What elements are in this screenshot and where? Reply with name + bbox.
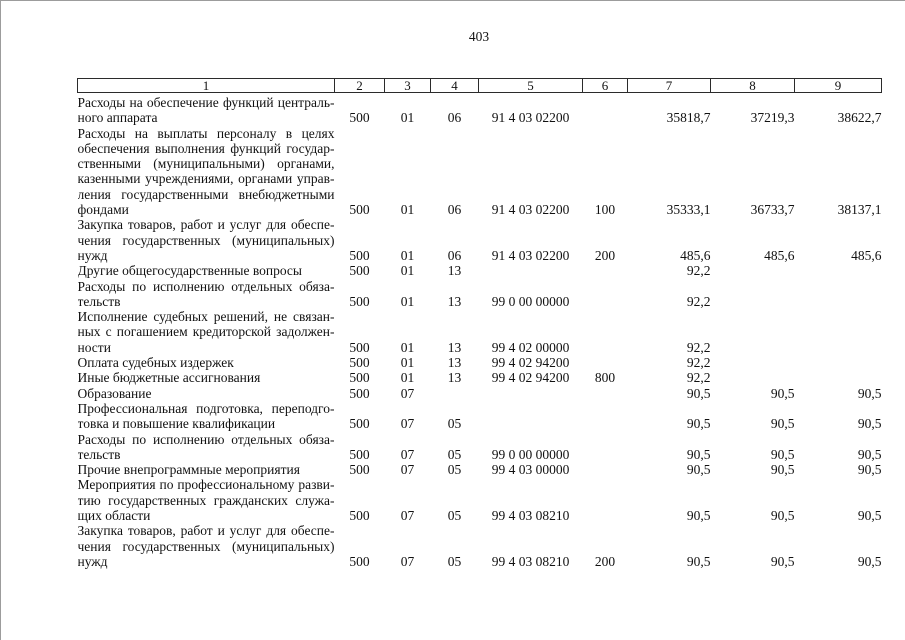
value-cell xyxy=(711,370,795,385)
value-cell: 500 xyxy=(349,416,370,432)
value-cell: 485,6 xyxy=(764,247,795,263)
row-name-line: обеспечения выполнения функций государ- xyxy=(77,140,335,156)
value-cell: 485,6 xyxy=(851,247,882,263)
table-row xyxy=(78,93,882,126)
table-header-cell: 3 xyxy=(385,79,431,93)
value-cell: 99 4 03 00000 xyxy=(491,462,570,478)
row-name-line: Закупка товаров, работ и услуг для обеспе- xyxy=(77,217,335,233)
table-header-cell: 5 xyxy=(479,79,583,93)
value-cell: 500 xyxy=(349,263,370,279)
value-cell: 01 xyxy=(400,202,415,218)
value-cell: 01 xyxy=(400,339,415,355)
value-cell: 90,5 xyxy=(686,462,711,478)
value-cell xyxy=(795,309,882,355)
value-cell xyxy=(711,309,795,355)
row-name-line: ления государственными внебюджетными xyxy=(77,186,335,202)
value-cell xyxy=(583,401,628,432)
row-name-cell xyxy=(78,93,335,126)
value-cell: 500 xyxy=(349,247,370,263)
value-cell: 13 xyxy=(447,339,462,355)
value-cell: 99 4 03 08210 xyxy=(491,508,570,524)
value-cell: 05 xyxy=(447,508,462,524)
value-cell: 485,6 xyxy=(680,247,711,263)
row-name-line: ного аппарата xyxy=(77,110,158,126)
value-cell: 500 xyxy=(349,202,370,218)
value-cell xyxy=(583,432,628,463)
value-cell: 90,5 xyxy=(686,416,711,432)
row-name-line: чения государственных (муниципальных) xyxy=(77,538,335,554)
table-header-cell: 9 xyxy=(795,79,882,93)
value-cell: 37219,3 xyxy=(750,110,795,126)
value-cell: 500 xyxy=(349,293,370,309)
value-cell: 99 0 00 00000 xyxy=(491,446,570,462)
row-name-line: Образование xyxy=(77,385,152,401)
table-row xyxy=(78,477,882,523)
value-cell: 500 xyxy=(349,446,370,462)
value-cell xyxy=(431,386,479,401)
table-header-cell: 8 xyxy=(711,79,795,93)
value-cell: 90,5 xyxy=(770,446,795,462)
value-cell: 07 xyxy=(400,385,415,401)
value-cell: 05 xyxy=(447,416,462,432)
value-cell: 90,5 xyxy=(686,508,711,524)
table-header-cell: 1 xyxy=(78,79,335,93)
value-cell: 500 xyxy=(349,355,370,371)
value-cell xyxy=(583,462,628,477)
value-cell: 99 4 03 08210 xyxy=(491,553,570,569)
table-row xyxy=(78,126,882,218)
row-name-line: казенными учреждениями, органами управ- xyxy=(77,171,335,187)
table-row xyxy=(78,279,882,310)
row-name-line: тельств xyxy=(77,293,121,309)
value-cell: 99 4 02 94200 xyxy=(491,370,570,386)
value-cell: 07 xyxy=(400,553,415,569)
table-header-row xyxy=(78,79,882,93)
row-name-cell xyxy=(78,432,335,463)
value-cell: 13 xyxy=(447,263,462,279)
value-cell: 92,2 xyxy=(686,355,711,371)
value-cell: 500 xyxy=(349,508,370,524)
row-name-line: нужд xyxy=(77,553,108,569)
value-cell: 91 4 03 02200 xyxy=(491,247,570,263)
value-cell: 07 xyxy=(400,416,415,432)
value-cell: 90,5 xyxy=(770,553,795,569)
row-name-line: Оплата судебных издержек xyxy=(77,355,234,371)
value-cell: 92,2 xyxy=(686,339,711,355)
value-cell xyxy=(479,401,583,432)
value-cell xyxy=(711,279,795,310)
value-cell: 13 xyxy=(447,370,462,386)
value-cell: 90,5 xyxy=(857,416,882,432)
row-name-line: Исполнение судебных решений, не связан- xyxy=(77,309,335,325)
value-cell: 01 xyxy=(400,110,415,126)
value-cell: 500 xyxy=(349,385,370,401)
table-row xyxy=(78,432,882,463)
value-cell: 35333,1 xyxy=(666,202,711,218)
value-cell: 35818,7 xyxy=(666,110,711,126)
row-name-line: Профессиональная подготовка, переподго- xyxy=(77,400,335,416)
page-number: 403 xyxy=(468,29,490,44)
row-name-line: Расходы по исполнению отдельных обяза- xyxy=(77,278,335,294)
row-name-line: нужд xyxy=(77,247,108,263)
row-name-line: Расходы на обеспечение функций централь- xyxy=(77,95,335,110)
table-row xyxy=(78,309,882,355)
table-body xyxy=(78,93,882,570)
table-header-cell: 2 xyxy=(335,79,385,93)
value-cell: 91 4 03 02200 xyxy=(491,110,570,126)
row-name-cell xyxy=(78,126,335,218)
row-name-line: ственными (муниципальными) органами, xyxy=(77,156,335,172)
value-cell: 01 xyxy=(400,293,415,309)
value-cell: 90,5 xyxy=(686,385,711,401)
value-cell: 200 xyxy=(594,553,616,569)
row-name-cell xyxy=(78,462,335,477)
value-cell: 92,2 xyxy=(686,263,711,279)
value-cell: 05 xyxy=(447,446,462,462)
row-name-cell xyxy=(78,401,335,432)
row-name-line: Иные бюджетные ассигнования xyxy=(77,370,261,386)
table-row xyxy=(78,462,882,477)
value-cell: 90,5 xyxy=(770,385,795,401)
value-cell: 90,5 xyxy=(686,553,711,569)
table-row xyxy=(78,355,882,370)
row-name-cell xyxy=(78,263,335,278)
value-cell: 07 xyxy=(400,462,415,478)
value-cell: 90,5 xyxy=(770,508,795,524)
row-name-line: товка и повышение квалификации xyxy=(77,416,276,432)
value-cell: 90,5 xyxy=(857,385,882,401)
row-name-line: тию государственных гражданских служа- xyxy=(77,492,335,508)
row-name-line: ных с погашением кредиторской задолжен- xyxy=(77,324,335,340)
value-cell: 06 xyxy=(447,202,462,218)
row-name-cell xyxy=(78,217,335,263)
value-cell xyxy=(583,279,628,310)
row-name-line: Мероприятия по профессиональному разви- xyxy=(77,477,335,493)
value-cell: 100 xyxy=(594,202,616,218)
value-cell: 500 xyxy=(349,462,370,478)
value-cell: 90,5 xyxy=(686,446,711,462)
value-cell xyxy=(583,386,628,401)
row-name-cell xyxy=(78,523,335,569)
value-cell: 36733,7 xyxy=(750,202,795,218)
value-cell: 200 xyxy=(594,247,616,263)
value-cell xyxy=(795,355,882,370)
value-cell: 13 xyxy=(447,293,462,309)
value-cell: 38622,7 xyxy=(837,110,882,126)
row-name-line: ности xyxy=(77,339,111,355)
value-cell: 90,5 xyxy=(857,446,882,462)
table-header-cell: 4 xyxy=(431,79,479,93)
value-cell: 06 xyxy=(447,110,462,126)
row-name-line: тельств xyxy=(77,446,121,462)
value-cell: 500 xyxy=(349,370,370,386)
row-name-line: Другие общегосударственные вопросы xyxy=(77,263,302,279)
value-cell: 01 xyxy=(400,355,415,371)
row-name-line: Прочие внепрограммные мероприятия xyxy=(77,462,300,478)
row-name-line: чения государственных (муниципальных) xyxy=(77,232,335,248)
row-name-line: фондами xyxy=(77,202,129,218)
value-cell xyxy=(711,263,795,278)
table-row xyxy=(78,263,882,278)
table-row xyxy=(78,401,882,432)
value-cell xyxy=(583,309,628,355)
value-cell: 90,5 xyxy=(770,462,795,478)
table-row xyxy=(78,523,882,569)
value-cell xyxy=(795,279,882,310)
value-cell: 500 xyxy=(349,110,370,126)
table-header-cell: 7 xyxy=(628,79,711,93)
value-cell: 800 xyxy=(594,370,616,386)
value-cell: 90,5 xyxy=(857,553,882,569)
value-cell: 01 xyxy=(400,247,415,263)
value-cell xyxy=(583,355,628,370)
value-cell xyxy=(795,263,882,278)
value-cell: 91 4 03 02200 xyxy=(491,202,570,218)
value-cell xyxy=(583,263,628,278)
row-name-line: Закупка товаров, работ и услуг для обеспе- xyxy=(77,523,335,539)
row-name-cell xyxy=(78,386,335,401)
value-cell: 07 xyxy=(400,508,415,524)
value-cell: 01 xyxy=(400,370,415,386)
value-cell: 13 xyxy=(447,355,462,371)
row-name-cell xyxy=(78,370,335,385)
value-cell xyxy=(795,370,882,385)
value-cell: 500 xyxy=(349,553,370,569)
value-cell: 38137,1 xyxy=(837,202,882,218)
row-name-line: щих области xyxy=(77,508,151,524)
row-name-line: Расходы по исполнению отдельных обяза- xyxy=(77,431,335,447)
value-cell: 92,2 xyxy=(686,293,711,309)
table-row xyxy=(78,370,882,385)
value-cell: 90,5 xyxy=(770,416,795,432)
row-name-cell xyxy=(78,309,335,355)
value-cell: 99 4 02 94200 xyxy=(491,355,570,371)
value-cell xyxy=(583,477,628,523)
value-cell: 90,5 xyxy=(857,462,882,478)
value-cell: 99 4 02 00000 xyxy=(491,339,570,355)
value-cell: 90,5 xyxy=(857,508,882,524)
table-row xyxy=(78,217,882,263)
value-cell: 92,2 xyxy=(686,370,711,386)
value-cell xyxy=(711,355,795,370)
value-cell: 05 xyxy=(447,462,462,478)
budget-table xyxy=(77,78,882,569)
table-row xyxy=(78,386,882,401)
row-name-cell xyxy=(78,477,335,523)
value-cell xyxy=(479,386,583,401)
value-cell: 99 0 00 00000 xyxy=(491,293,570,309)
value-cell: 500 xyxy=(349,339,370,355)
value-cell xyxy=(583,93,628,126)
row-name-line: Расходы на выплаты персоналу в целях xyxy=(77,125,335,141)
row-name-cell xyxy=(78,279,335,310)
value-cell: 01 xyxy=(400,263,415,279)
table-header-cell: 6 xyxy=(583,79,628,93)
value-cell: 07 xyxy=(400,446,415,462)
value-cell: 06 xyxy=(447,247,462,263)
value-cell: 05 xyxy=(447,553,462,569)
row-name-cell xyxy=(78,355,335,370)
value-cell xyxy=(479,263,583,278)
